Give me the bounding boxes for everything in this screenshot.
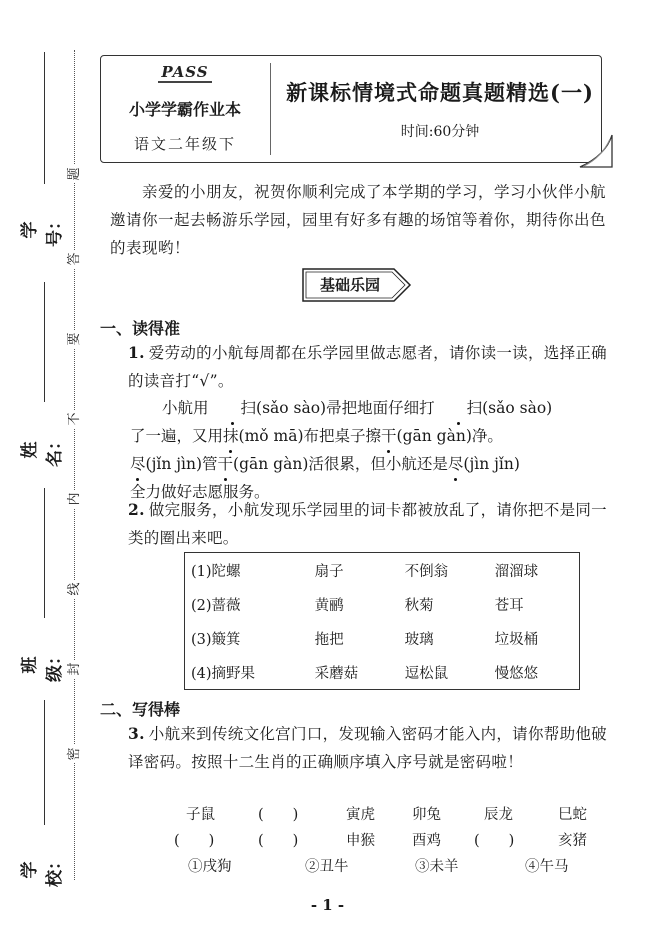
word-card[interactable]: (2)蔷薇 xyxy=(191,597,241,614)
seal-word: 封 xyxy=(66,660,84,678)
word-card[interactable]: 慢悠悠 xyxy=(494,665,539,682)
table-row xyxy=(185,655,580,690)
pass-logo: PASS xyxy=(152,63,218,85)
header-box xyxy=(100,55,610,165)
zodiac-item: 子鼠 xyxy=(186,807,215,823)
student-id-label: 学号： xyxy=(20,213,65,247)
seal-word: 内 xyxy=(66,490,84,508)
zodiac-item: 寅虎 xyxy=(346,807,375,823)
section-banner xyxy=(302,268,412,302)
pinyin-line xyxy=(130,422,620,450)
school-label: 学校： xyxy=(20,853,65,887)
page-title: 新课标情境式命题真题精选(一) xyxy=(286,80,594,105)
banner-label: 基础乐园 xyxy=(319,276,380,294)
table-row xyxy=(185,553,580,588)
dotted-char: 抹 xyxy=(223,422,239,450)
answer-blank[interactable]: ( ) xyxy=(258,833,299,849)
question-3 xyxy=(128,720,618,776)
word-card[interactable]: (4)摘野果 xyxy=(191,665,256,682)
header-divider xyxy=(270,63,271,155)
option-item: ①戌狗 xyxy=(188,859,232,875)
dotted-char: 扫 xyxy=(435,394,483,422)
brand-name: 小学学霸作业本 xyxy=(128,100,241,119)
zodiac-item: 卯兔 xyxy=(412,807,441,823)
dotted-char: 干 xyxy=(381,422,397,450)
question-2 xyxy=(128,496,618,552)
word-card-table xyxy=(184,552,580,690)
word-card[interactable]: 不倒翁 xyxy=(404,563,449,580)
seal-word: 线 xyxy=(66,580,84,598)
zodiac-item: 亥猪 xyxy=(558,833,587,849)
field-line xyxy=(44,700,45,825)
word-card[interactable]: 逗松鼠 xyxy=(404,665,449,682)
word-card[interactable]: 拖把 xyxy=(314,631,344,648)
pinyin-choice[interactable]: (jǐn jìn)管 xyxy=(145,455,218,473)
binding-margin xyxy=(0,0,95,930)
table-row xyxy=(185,587,580,621)
table-row xyxy=(185,621,580,655)
field-line xyxy=(44,282,45,402)
option-item: ③未羊 xyxy=(415,859,459,875)
page-curl-icon xyxy=(576,133,616,169)
text-run: 小航用 xyxy=(162,399,209,417)
class-label: 班级： xyxy=(20,648,65,682)
question-number: 1. xyxy=(128,343,145,362)
dotted-char: 尽 xyxy=(130,450,146,478)
section-heading: 一、读得准 xyxy=(100,319,181,338)
word-card[interactable]: 秋菊 xyxy=(404,597,434,614)
section-heading: 二、写得棒 xyxy=(100,700,181,719)
zodiac-item: 辰龙 xyxy=(484,807,513,823)
pinyin-choice[interactable]: (sǎo sào)帚把地面仔细打 xyxy=(256,399,435,417)
word-card[interactable]: (3)簸箕 xyxy=(191,631,241,648)
intro-paragraph: 亲爱的小朋友，祝贺你顺利完成了本学期的学习，学习小伙伴小航邀请你一起去畅游乐学园，园里有好多有趣的场馆等着你，期待你出色的表现哟！ xyxy=(110,183,607,257)
option-item: ④午马 xyxy=(525,859,569,875)
question-number: 2. xyxy=(128,500,145,519)
text-run: 了一遍，又用 xyxy=(130,427,224,445)
dotted-char: 扫 xyxy=(209,394,257,422)
pinyin-choice[interactable]: (jìn jǐn) xyxy=(463,455,520,473)
pinyin-line xyxy=(130,450,620,478)
word-card[interactable]: (1)陀螺 xyxy=(191,563,241,580)
question-text: 爱劳动的小航每周都在乐学园里做志愿者，请你读一读，选择正确的读音打“√”。 xyxy=(128,344,607,390)
pinyin-choice[interactable]: (sǎo sào) xyxy=(482,399,553,417)
word-card[interactable]: 玻璃 xyxy=(404,631,434,648)
word-card[interactable]: 溜溜球 xyxy=(494,563,539,580)
page-number: - 1 - xyxy=(310,896,345,914)
seal-word: 题 xyxy=(66,165,84,183)
name-label: 姓名： xyxy=(20,433,65,467)
pinyin-line: 全力做好志愿服务。 xyxy=(130,483,270,501)
grade-subject: 语文二年级下 xyxy=(133,135,236,153)
question-number: 3. xyxy=(128,724,145,743)
dotted-char: 干 xyxy=(218,450,234,478)
field-line xyxy=(44,488,45,618)
zodiac-item: 酉鸡 xyxy=(412,833,441,849)
dotted-char: 尽 xyxy=(448,450,464,478)
question-text: 小航来到传统文化宫门口，发现输入密码才能入内，请你帮助他破译密码。按照十二生肖的正确顺序填入序号就是密码啦！ xyxy=(128,725,607,771)
word-card[interactable]: 扇子 xyxy=(314,563,344,580)
seal-word: 答 xyxy=(66,250,84,268)
zodiac-item: 巳蛇 xyxy=(558,807,587,823)
question-text: 做完服务，小航发现乐学园里的词卡都被放乱了，请你把不是同一类的圈出来吧。 xyxy=(128,501,607,547)
pinyin-choice[interactable]: (gān gàn)活很累，但小航还是 xyxy=(233,455,448,473)
pinyin-line xyxy=(130,394,620,422)
field-line xyxy=(44,52,45,184)
pinyin-choice[interactable]: (mǒ mā)布把桌子擦 xyxy=(238,427,382,445)
question-1 xyxy=(128,339,618,395)
time-limit: 时间:60分钟 xyxy=(400,124,480,140)
seal-word: 密 xyxy=(66,745,84,763)
word-card[interactable]: 采蘑菇 xyxy=(314,665,359,682)
pinyin-choice[interactable]: (gān gàn)净。 xyxy=(396,427,503,445)
word-card[interactable]: 黄鹂 xyxy=(314,597,344,614)
word-card[interactable]: 垃圾桶 xyxy=(494,631,539,648)
word-card[interactable]: 苍耳 xyxy=(494,597,524,614)
answer-blank[interactable]: ( ) xyxy=(258,807,299,823)
answer-blank[interactable]: ( ) xyxy=(474,833,515,849)
answer-blank[interactable]: ( ) xyxy=(174,833,215,849)
seal-word: 不 xyxy=(66,410,84,428)
seal-word: 要 xyxy=(66,330,84,348)
zodiac-item: 申猴 xyxy=(346,833,375,849)
option-item: ②丑牛 xyxy=(305,859,349,875)
